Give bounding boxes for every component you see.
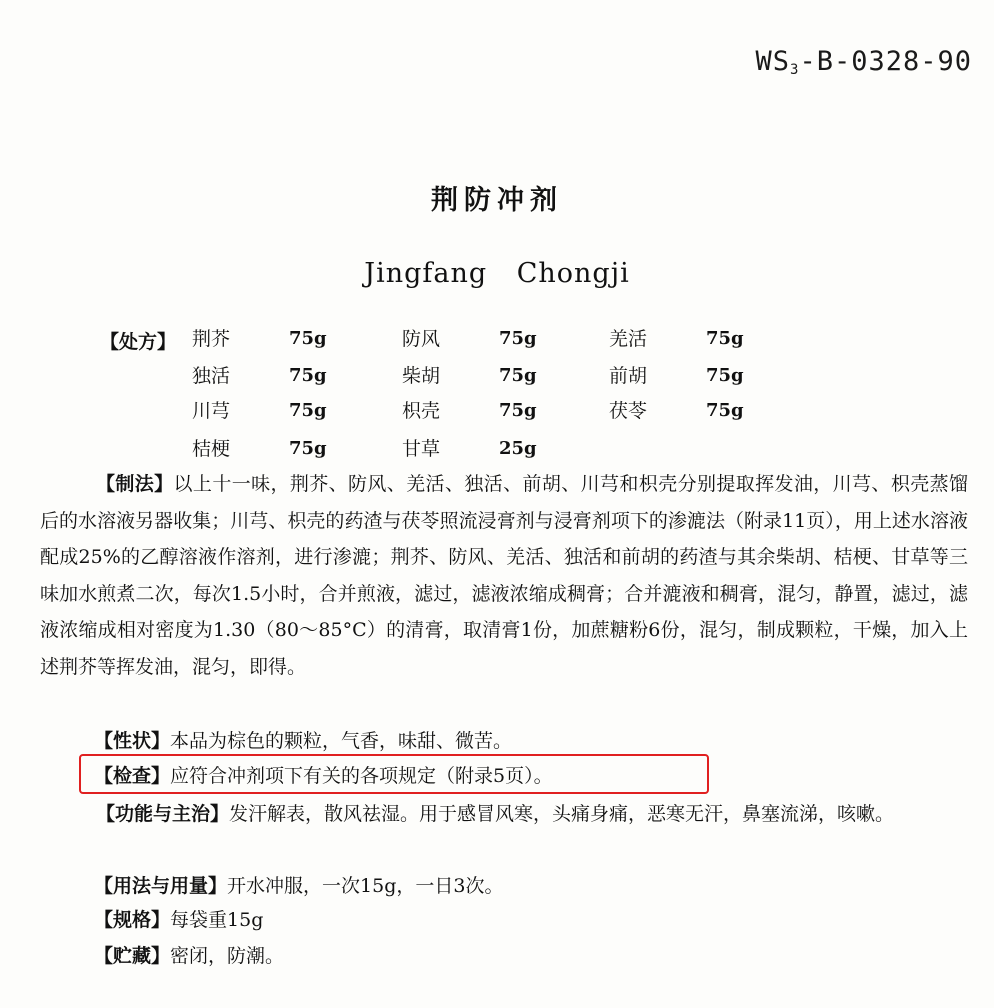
characteristics-label: 【性状】: [94, 730, 171, 752]
herb-amount: 25g: [499, 438, 537, 459]
herb-amount: 75g: [706, 400, 744, 421]
indications-text: 发汗解表，散风祛湿。用于感冒风寒，头痛身痛，恶寒无汗，鼻塞流涕，咳嗽。: [229, 803, 895, 825]
storage-text: 密闭，防潮。: [170, 945, 285, 967]
document-code: $WS_3-B-0328-90$: [755, 46, 972, 78]
title-pinyin: Jingfang Chongji: [364, 258, 630, 289]
herb-amount: 75g: [706, 328, 744, 349]
herb-amount: 75g: [499, 400, 537, 421]
herb-name: 茯苓: [609, 400, 648, 422]
usage-line: [94, 872, 503, 900]
storage-label: 【贮藏】: [94, 945, 171, 967]
herb-name: 荆芥: [192, 328, 231, 350]
herb-amount: 75g: [499, 328, 537, 349]
usage-label: 【用法与用量】: [94, 875, 228, 897]
indications-label: 【功能与主治】: [96, 803, 230, 825]
title-chinese: 荆防冲剂: [431, 185, 563, 216]
prescription-label: 【处方】: [100, 331, 177, 353]
annotation-highlight-box: [79, 754, 709, 794]
herb-name: 前胡: [609, 365, 648, 387]
herb-amount: 75g: [289, 400, 327, 421]
preparation-text: 以上十一味，荆芥、防风、羌活、独活、前胡、川芎和枳壳分别提取挥发油，川芎、枳壳蒸馏后的水溶液另器收集；川芎、枳壳的药渣与茯苓照流浸膏剂与浸膏剂项下的渗漉法（附录11页），用上述水溶液配成25%的乙醇溶液作溶剂，进行渗漉；荆芥、防风、羌活、独活和前胡的药渣与其余柴胡、桔梗、甘草等三味加水煎煮二次，每次1.5小时，合并煎液，滤过，滤液浓缩成稠膏；合并漉液和稠膏，混匀，静置，滤过，滤液浓缩成相对密度为1.30（80～85°C）的清膏，取清膏1份，加蔗糖粉6份，混匀，制成颗粒，干燥，加入上述荆芥等挥发油，混匀，即得。: [40, 473, 968, 678]
herb-name: 桔梗: [192, 438, 231, 460]
specification-line: [94, 906, 263, 934]
herb-name: 枳壳: [402, 400, 441, 422]
herb-name: 羌活: [609, 328, 648, 350]
preparation-paragraph: [40, 466, 968, 685]
indications-paragraph: [40, 796, 968, 833]
storage-line: [94, 942, 284, 970]
specification-text: 每袋重15g: [170, 909, 264, 931]
herb-amount: 75g: [289, 365, 327, 386]
herb-amount: 75g: [706, 365, 744, 386]
herb-amount: 75g: [289, 328, 327, 349]
herb-name: 甘草: [402, 438, 441, 460]
specification-label: 【规格】: [94, 909, 171, 931]
herb-name: 防风: [402, 328, 441, 350]
herb-name: 柴胡: [402, 365, 441, 387]
herb-name: 川芎: [192, 400, 231, 422]
preparation-label: 【制法】: [96, 473, 174, 495]
characteristics-text: 本品为棕色的颗粒，气香，味甜、微苦。: [170, 730, 513, 752]
usage-text: 开水冲服，一次15g，一日3次。: [227, 875, 504, 897]
herb-name: 独活: [192, 365, 231, 387]
inspection-text: 应符合冲剂项下有关的各项规定（附录5页）。: [170, 765, 553, 787]
herb-amount: 75g: [289, 438, 327, 459]
characteristics-line: [94, 727, 512, 755]
inspection-label: 【检查】: [94, 765, 171, 787]
herb-amount: 75g: [499, 365, 537, 386]
